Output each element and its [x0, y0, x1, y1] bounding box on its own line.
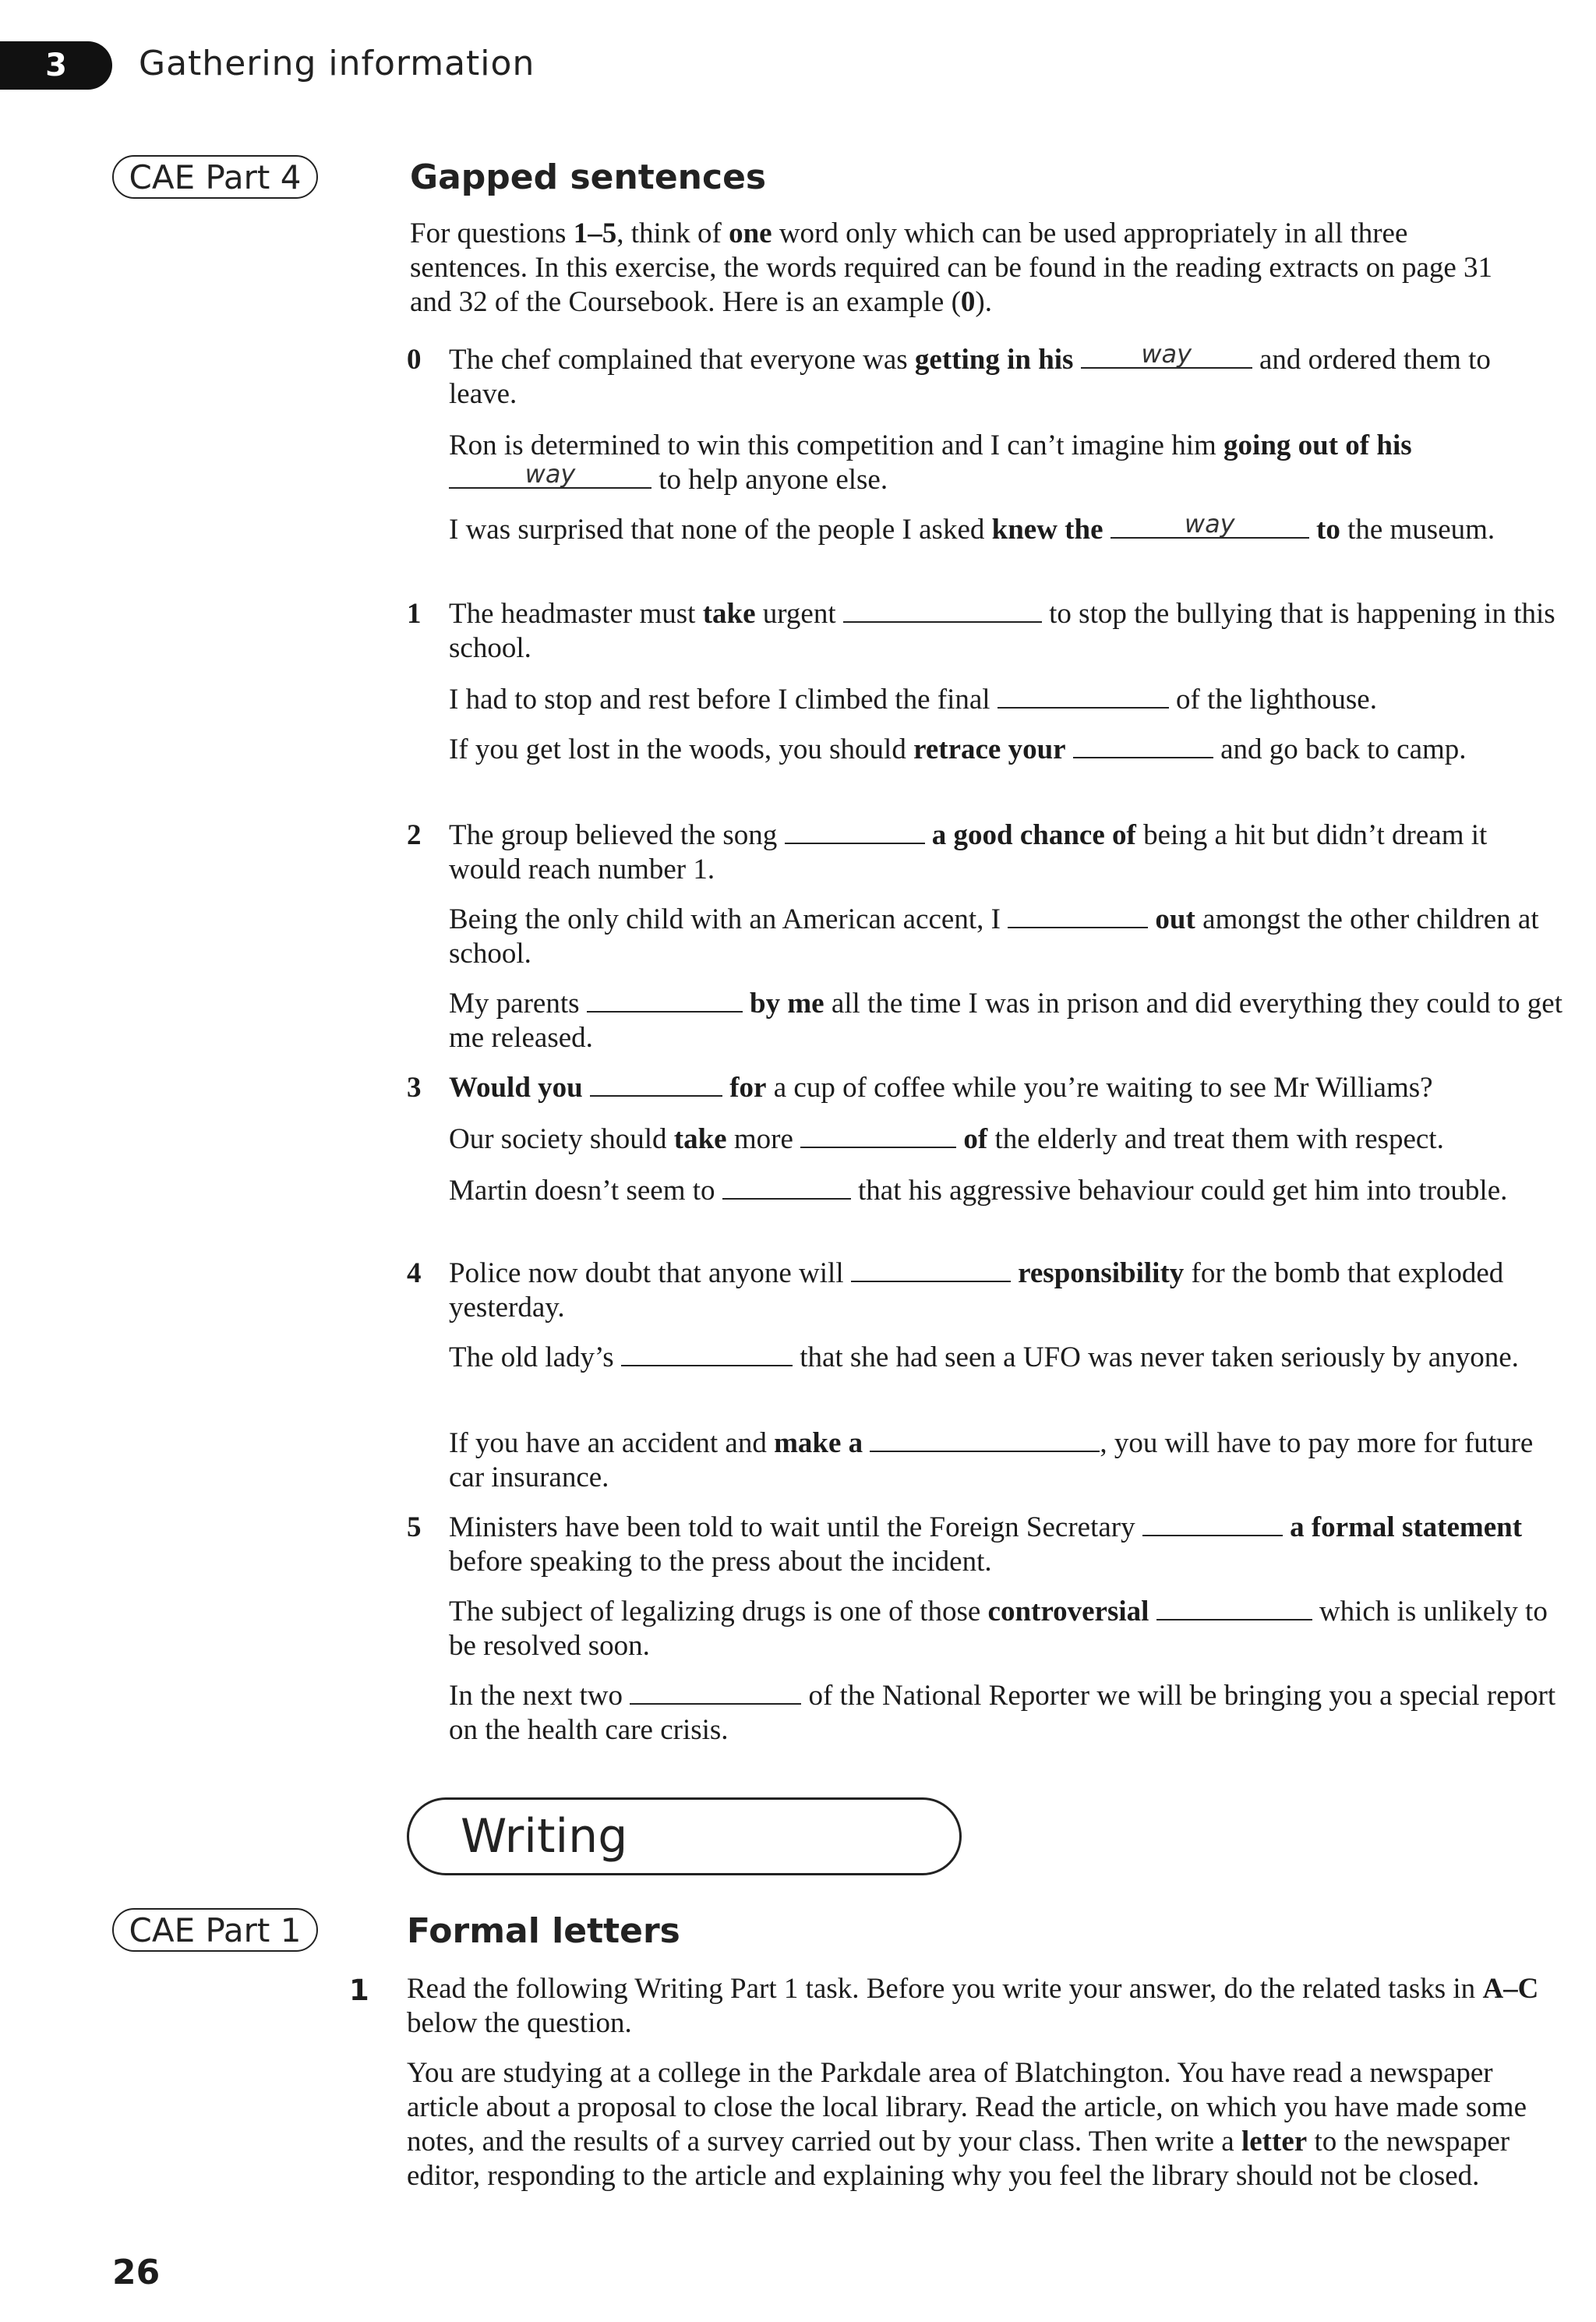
text-run — [1073, 344, 1080, 376]
answer-blank[interactable] — [800, 1123, 956, 1148]
text-run — [722, 1072, 729, 1104]
text-run: of the National Reporter we will be bringing you a special report on the health care crisis. — [449, 1680, 1556, 1746]
question-3-sentence-3 — [449, 1174, 1563, 1208]
text-run: to the newspaper editor, responding to the article and explaining why you feel the library should not be closed. — [407, 2126, 1510, 2192]
chapter-title: Gathering information — [139, 44, 535, 83]
text-run: In the next two — [449, 1680, 630, 1712]
text-run: For questions — [410, 217, 574, 249]
answer-blank[interactable] — [1073, 733, 1213, 758]
question-5-sentence-1 — [449, 1511, 1563, 1579]
question-2-sentence-2 — [449, 903, 1563, 971]
bold-keyword: Would you — [449, 1072, 583, 1104]
answer-blank[interactable] — [621, 1341, 793, 1366]
question-5-sentence-2 — [449, 1595, 1563, 1663]
text-run: that his aggressive behaviour could get him into trouble. — [850, 1175, 1508, 1207]
question-1-sentence-3 — [449, 733, 1563, 767]
bold-keyword: of — [963, 1123, 988, 1155]
question-4-sentence-2 — [449, 1341, 1563, 1375]
text-run — [925, 819, 932, 851]
question-number: 1 — [407, 598, 422, 630]
question-4-sentence-1 — [449, 1256, 1563, 1325]
text-run: and ordered them to leave. — [449, 344, 1491, 410]
text-run: urgent — [755, 598, 843, 630]
question-1-sentence-2 — [449, 683, 1563, 717]
bold-keyword: a formal statement — [1290, 1511, 1523, 1543]
bold-keyword: controversial — [987, 1596, 1149, 1628]
bold-keyword: getting in his — [914, 344, 1074, 376]
answer-blank[interactable] — [722, 1175, 851, 1200]
text-run: Ministers have been told to wait until the Foreign Secretary — [449, 1511, 1142, 1543]
text-run: a cup of coffee while you’re waiting to see Mr Williams? — [766, 1072, 1433, 1104]
text-run: the museum. — [1340, 514, 1495, 546]
task-text — [407, 2056, 1552, 2193]
bold-keyword: by me — [750, 988, 824, 1020]
question-number: 2 — [407, 819, 422, 851]
question-1-sentence-1 — [449, 597, 1563, 666]
answer-blank[interactable] — [851, 1257, 1011, 1282]
section-title-gapped-sentences: Gapped sentences — [410, 157, 767, 197]
question-4-sentence-3 — [449, 1426, 1563, 1495]
bold-keyword: 1–5 — [573, 217, 617, 249]
text-run — [583, 1072, 590, 1104]
text-run — [863, 1427, 870, 1459]
text-run: The subject of legalizing drugs is one of those — [449, 1596, 988, 1628]
bold-keyword: A–C — [1482, 1973, 1539, 2005]
answer-blank[interactable] — [630, 1680, 801, 1705]
text-run: I had to stop and rest before I climbed the final — [449, 684, 998, 716]
text-run: ). — [975, 286, 992, 318]
text-run: being a hit but didn’t dream it would reach number 1. — [449, 819, 1488, 885]
example-answer: way — [524, 459, 576, 489]
answer-blank-filled[interactable] — [1081, 339, 1252, 369]
text-run: Police now doubt that anyone will — [449, 1257, 851, 1289]
answer-blank[interactable] — [587, 988, 743, 1013]
text-run: The old lady’s — [449, 1341, 621, 1373]
answer-blank[interactable] — [1008, 903, 1148, 928]
bold-keyword: going out of his — [1223, 429, 1412, 461]
text-run: amongst the other children at school. — [449, 903, 1539, 970]
page-number: 26 — [112, 2253, 161, 2292]
text-run: all the time I was in prison and did everything they could to get me released. — [449, 988, 1562, 1054]
bold-keyword: for — [729, 1072, 767, 1104]
bold-keyword: letter — [1241, 2126, 1308, 2158]
question-3-sentence-1 — [449, 1071, 1563, 1105]
question-0-sentence-1 — [449, 339, 1563, 412]
bold-keyword: retrace your — [913, 733, 1066, 765]
chapter-number-tab: 3 — [0, 41, 112, 90]
answer-blank-filled[interactable] — [1110, 509, 1309, 539]
text-run: and go back to camp. — [1213, 733, 1467, 765]
text-run — [743, 988, 750, 1020]
question-0-sentence-2 — [449, 429, 1563, 497]
text-run: to help anyone else. — [651, 464, 888, 496]
answer-blank[interactable] — [998, 684, 1169, 709]
answer-blank[interactable] — [590, 1072, 722, 1097]
text-run: more — [726, 1123, 801, 1155]
answer-blank-filled[interactable] — [449, 459, 651, 489]
question-5-sentence-3 — [449, 1679, 1563, 1748]
question-number: 3 — [407, 1072, 422, 1104]
text-run: You are studying at a college in the Parkdale area of Blatchington. You have read a newspaper article about a proposal to close the local library. Read the article, on which you have made some notes, and the results of a survey carried out by your class. Then write a — [407, 2057, 1527, 2158]
question-3-sentence-2 — [449, 1122, 1563, 1157]
text-run: I was surprised that none of the people I asked — [449, 514, 992, 546]
text-run: word only which can be used appropriately in all three sentences. In this exercise, the words required can be found in the reading extracts on page 31 and 32 of the Coursebook. Here is an example ( — [410, 217, 1493, 318]
example-answer: way — [1184, 509, 1235, 539]
text-run: The group believed the song — [449, 819, 785, 851]
bold-keyword: responsibility — [1018, 1257, 1185, 1289]
text-run: for the bomb that exploded yesterday. — [449, 1257, 1504, 1324]
text-run: below the question. — [407, 2007, 632, 2039]
text-run: before speaking to the press about the incident. — [449, 1546, 992, 1578]
text-run: , you will have to pay more for future car insurance. — [449, 1427, 1534, 1493]
question-2-sentence-3 — [449, 987, 1563, 1055]
question-number: 0 — [407, 344, 422, 376]
answer-blank[interactable] — [870, 1427, 1100, 1452]
text-run: that she had seen a UFO was never taken seriously by anyone. — [792, 1341, 1519, 1373]
text-run: Ron is determined to win this competition and I can’t imagine him — [449, 429, 1224, 461]
text-run: which is unlikely to be resolved soon. — [449, 1596, 1548, 1662]
text-run: The chef complained that everyone was — [449, 344, 915, 376]
text-run: , think of — [616, 217, 729, 249]
answer-blank[interactable] — [1142, 1511, 1283, 1536]
text-run: If you have an accident and — [449, 1427, 775, 1459]
text-run: My parents — [449, 988, 587, 1020]
bold-keyword: make a — [774, 1427, 863, 1459]
bold-keyword: out — [1155, 903, 1195, 935]
bold-keyword: take — [673, 1123, 727, 1155]
text-run — [1149, 1596, 1156, 1628]
text-run: Our society should — [449, 1123, 674, 1155]
question-2-sentence-1 — [449, 818, 1563, 887]
bold-keyword: 0 — [960, 286, 976, 318]
writing-section-pill: Writing — [407, 1797, 962, 1875]
part1-pill: CAE Part 1 — [112, 1908, 318, 1952]
answer-blank[interactable] — [1156, 1596, 1312, 1620]
text-run — [1283, 1511, 1290, 1543]
text-run: of the lighthouse. — [1168, 684, 1377, 716]
text-run: Being the only child with an American accent, I — [449, 903, 1008, 935]
task-number: 1 — [349, 1974, 369, 2007]
text-run — [956, 1123, 963, 1155]
text-run — [1309, 514, 1316, 546]
text-run — [1011, 1257, 1018, 1289]
bold-keyword: one — [729, 217, 772, 249]
part4-pill: CAE Part 4 — [112, 155, 318, 199]
part4-intro — [410, 217, 1517, 320]
text-run: the elderly and treat them with respect. — [987, 1123, 1444, 1155]
text-run: Martin doesn’t seem to — [449, 1175, 722, 1207]
task-intro — [407, 1972, 1552, 2041]
question-0-sentence-3 — [449, 509, 1563, 547]
section-title-formal-letters: Formal letters — [407, 1911, 680, 1951]
text-run: If you get lost in the woods, you should — [449, 733, 914, 765]
text-run: Read the following Writing Part 1 task. Before you write your answer, do the related tasks in — [407, 1973, 1483, 2005]
bold-keyword: a good chance of — [931, 819, 1136, 851]
bold-keyword: to — [1316, 514, 1340, 546]
answer-blank[interactable] — [843, 598, 1042, 623]
example-answer: way — [1141, 339, 1192, 369]
answer-blank[interactable] — [785, 819, 925, 844]
text-run: The headmaster must — [449, 598, 703, 630]
bold-keyword: knew the — [991, 514, 1103, 546]
question-number: 5 — [407, 1511, 422, 1543]
text-run — [1066, 733, 1073, 765]
text-run: to stop the bullying that is happening in this school. — [449, 598, 1555, 664]
text-run — [1103, 514, 1110, 546]
question-number: 4 — [407, 1257, 422, 1289]
bold-keyword: take — [702, 598, 756, 630]
